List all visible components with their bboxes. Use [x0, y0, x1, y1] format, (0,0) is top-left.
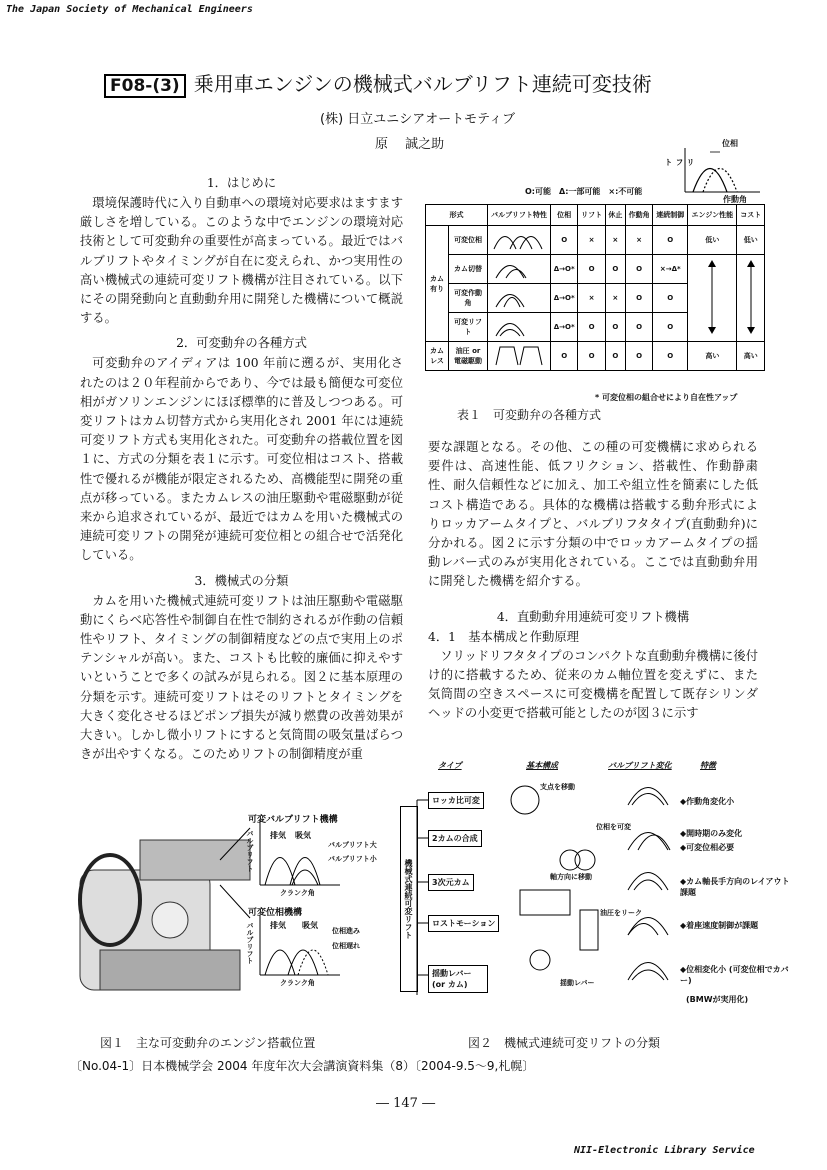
cell: ×→Δ* — [653, 255, 688, 284]
fig2-ann-axial: 軸方向に移動 — [550, 873, 592, 881]
fig2-col-liftchange: バルブリフト変化 — [608, 761, 672, 770]
fig2-ann-leak: 油圧をリーク — [600, 909, 642, 917]
cell: O — [653, 284, 688, 313]
society-header: The Japan Society of Mechanical Engineers — [6, 4, 253, 15]
cell: O — [551, 226, 578, 255]
lift-curve-icon — [488, 342, 551, 371]
fig2-ann-phase: 位相を可変 — [596, 823, 631, 831]
cell: × — [605, 284, 625, 313]
inset-angle-label: 作動角 — [723, 195, 747, 204]
fig2-feature: ◆作動角変化小 — [680, 797, 735, 806]
row-name: 可変位相 — [449, 226, 488, 255]
section-3-body: カムを用いた機械式連続可変リフトは油圧駆動や電磁駆動にくらべ応答性や制御自在性で制約されるが作動の信頼性やリフト、タイミングの制御精度などの点で実用上のポテンシャルが高い。また、コストも比較的廉価に抑えやすいということで多くの試みが見られる。図２に基本原理の分類を示す。連続可変リフトはそのリフトとタイミングを大きく変化させるほどポンプ損失が減り燃費の改善効果が大きい。しかし微小リフトにすると気筒間の吸気量ばらつきが出やすくなる。このためリフトの制御精度が重 — [80, 593, 403, 762]
th-angle: 作動角 — [625, 205, 652, 226]
arrow-cell — [737, 255, 765, 342]
inset-lift-label: リフト — [664, 158, 695, 166]
fig2-col-type: タイプ — [438, 761, 462, 770]
section-1-heading: 1．はじめに — [206, 176, 277, 190]
table-row — [426, 255, 765, 284]
label-variable-phase: 可変位相機構 — [248, 908, 303, 918]
table-row — [426, 226, 765, 255]
table-row — [426, 342, 765, 371]
citation: 〔No.04-1〕日本機械学会 2004 年度年次大会講演資料集（8）〔2004-9.5〜9,札幌〕 — [70, 1059, 535, 1073]
fig2-col-structure: 基本構成 — [526, 761, 558, 770]
cell: O — [653, 313, 688, 342]
figure-2 — [400, 760, 800, 1020]
section-4-1-body: ソリッドリフタタイプのコンパクトな直動動弁機構に後付け的に搭載するため、従来のカム軸位置を変えずに、また気筒間の空きスペースに可変機構を配置して既存シリンダヘッドの小変更で搭載可能としたのが図３に示す — [428, 648, 758, 721]
inset-phase-label: 位相 — [722, 139, 738, 148]
th-performance: エンジン性能 — [688, 205, 737, 226]
paper-title — [104, 68, 652, 97]
section-1-body: 環境保護時代に入り自動車への環境対応要求はますます厳しさを増している。このような中でエンジンの環境対応技術として可変動弁の重要性が高まっている。最近ではバルブリフトやタイミングが自在に変えられ、かつ実用性の高い機械式の連続可変リフト機構が注目されている。以下にその開発動向と直動動弁用に開発した機構について概説する。 — [80, 196, 403, 326]
arrow-cell — [688, 255, 737, 342]
group-camless: カムレス — [426, 342, 449, 371]
cell: O — [605, 255, 625, 284]
section-3-heading: 3．機械式の分類 — [194, 573, 289, 588]
author: 原 誠之助 — [375, 137, 445, 152]
cell: O — [625, 284, 652, 313]
cell: 低い — [737, 226, 765, 255]
cell: × — [578, 284, 605, 313]
cell: O — [578, 313, 605, 342]
affiliation: (株) 日立ユニシアオートモティブ — [320, 112, 516, 127]
cell: Δ→O* — [551, 313, 578, 342]
fig2-feature: ◆位相変化小 (可変位相でカバー) — [680, 965, 789, 985]
cell: O — [551, 342, 578, 371]
cell: × — [625, 226, 652, 255]
fig2-ann-fulcrum: 支点を移動 — [540, 783, 575, 791]
engine-illustration — [70, 800, 400, 1020]
figure-1-caption: 図１ 主な可変動弁のエンジン搭載位置 — [100, 1036, 316, 1050]
th-continuous: 連続制御 — [653, 205, 688, 226]
table-1-inset-graph — [665, 140, 765, 200]
fig2-feature: ◆カム軸長手方向のレイアウト課題 — [680, 877, 790, 897]
fig2-col-features: 特徴 — [700, 761, 716, 770]
label-variable-lift: 可変バルブリフト機構 — [248, 815, 338, 825]
service-footer: NII-Electronic Library Service — [574, 1145, 755, 1156]
lift-curve-icon — [488, 255, 551, 284]
label-intake-1: 吸気 — [295, 831, 311, 840]
paper-code: F08-(3) — [104, 74, 186, 98]
fig2-feature: ◆可変位相必要 — [680, 843, 735, 852]
cell: O — [605, 342, 625, 371]
section-3-continued: 要な課題となる。その他、この種の可変機構に求められる要件は、高速性能、低フリクション、搭載性、作動静粛性、耐久信頼性などに加え、加工や組立性を簡素にした低コスト構造である。具体的な機構は搭載する動弁形式によりロッカアームタイプと、バルブリフタタイプ(直動動弁)に分かれる。図２に示す分類の中でロッカアームタイプの揺動レバー式のみが実用化されている。ここでは直動動弁用に開発した機構を紹介する。 — [428, 440, 758, 589]
table-1-note: * 可変位相の組合せにより自在性アップ — [595, 393, 738, 402]
group-cam: カム有り — [426, 226, 449, 342]
section-4-heading: 4．直動動弁用連続可変リフト機構 — [496, 609, 690, 624]
cell: O — [653, 226, 688, 255]
label-exhaust-2: 排気 — [270, 921, 286, 930]
cell: O — [605, 313, 625, 342]
right-column — [428, 438, 758, 723]
fig2-side-label: 機械式連続可変リフト — [400, 806, 418, 992]
cell: × — [605, 226, 625, 255]
label-advance: 位相進み — [332, 927, 360, 935]
axis-valve-lift-2: バルブリフト — [246, 922, 254, 964]
cell: O — [625, 255, 652, 284]
label-retard: 位相遅れ — [332, 942, 360, 950]
label-intake-2: 吸気 — [302, 921, 318, 930]
label-lift-large: バルブリフト大 — [328, 841, 377, 849]
cell: 低い — [688, 226, 737, 255]
label-lift-small: バルブリフト小 — [328, 855, 377, 863]
th-deact: 休止 — [605, 205, 625, 226]
row-name: 油圧 or 電磁駆動 — [449, 342, 488, 371]
fig2-feature: ◆着座速度制御が課題 — [680, 921, 759, 930]
cell: × — [578, 226, 605, 255]
table-1-legend: O:可能 Δ:一部可能 ×:不可能 — [525, 187, 643, 196]
axis-valve-lift-1: バルブリフト — [246, 830, 254, 872]
section-2-heading: 2．可変動弁の各種方式 — [176, 336, 307, 351]
fig2-type-rocker: ロッカ比可変 — [428, 792, 484, 809]
th-lift: リフト — [578, 205, 605, 226]
figure-1 — [70, 800, 400, 1025]
label-exhaust-1: 排気 — [270, 831, 286, 840]
fig2-type-swing: 揺動レバー (or カム) — [428, 965, 488, 993]
figure-2-caption: 図２ 機械式連続可変リフトの分類 — [468, 1036, 661, 1050]
th-type: 形式 — [426, 205, 488, 226]
cell: Δ→O* — [551, 284, 578, 313]
cell: O — [625, 313, 652, 342]
fig2-type-3dcam: 3次元カム — [428, 874, 474, 891]
section-4-1-heading: 4．1 基本構成と作動原理 — [428, 629, 579, 644]
th-lift-char: バルブリフト特性 — [488, 205, 551, 226]
fig2-feature-bmw: (BMWが実用化) — [686, 995, 749, 1004]
cell: 高い — [688, 342, 737, 371]
fig2-feature: ◆開時期のみ変化 — [680, 829, 743, 838]
row-name: 可変作動角 — [449, 284, 488, 313]
section-2-body: 可変動弁のアイディアは 100 年前に遡るが、実用化されたのは２０年程前からであり、今では最も簡便な可変位相がガソリンエンジンにほぼ標準的に普及しつつある。可変リフトはカム切替方式から実用化され 2001 年には連続可変リフト方式も実用化された。可変動弁の搭載位置を図１に、方式の分類を表１に示す。可変位相はコスト、搭載性で優れるが機能が限定されるため、高機能型に開発の重点が移っている。またカムレスの油圧駆動や電磁駆動が従来から追求されているが、最近ではカムを用いた機械式の連続可変リフトの開発が連続可変位相との組合せで活発化している。 — [80, 356, 403, 563]
cell: O — [578, 342, 605, 371]
lift-curve-icon — [488, 284, 551, 313]
cell: O — [653, 342, 688, 371]
table-1-grid — [425, 204, 765, 371]
cell: O — [625, 342, 652, 371]
lift-curve-icon — [488, 226, 551, 255]
cell: Δ→O* — [551, 255, 578, 284]
row-name: 可変リフト — [449, 313, 488, 342]
table-1-caption: 表１ 可変動弁の各種方式 — [457, 408, 602, 422]
title-text: 乗用車エンジンの機械式バルブリフト連続可変技術 — [193, 72, 652, 96]
th-cost: コスト — [737, 205, 765, 226]
fig2-ann-swing: 揺動レバー — [560, 979, 595, 987]
lift-curve-icon — [488, 313, 551, 342]
cell: O — [578, 255, 605, 284]
fig2-type-lostmotion: ロストモーション — [428, 915, 499, 932]
axis-crank-1: クランク角 — [280, 889, 315, 897]
left-column — [80, 172, 403, 764]
th-phase: 位相 — [551, 205, 578, 226]
page-number: ― 147 ― — [376, 1096, 436, 1111]
row-name: カム切替 — [449, 255, 488, 284]
fig2-type-twocam: 2カムの合成 — [428, 830, 482, 847]
axis-crank-2: クランク角 — [280, 979, 315, 987]
cell: 高い — [737, 342, 765, 371]
